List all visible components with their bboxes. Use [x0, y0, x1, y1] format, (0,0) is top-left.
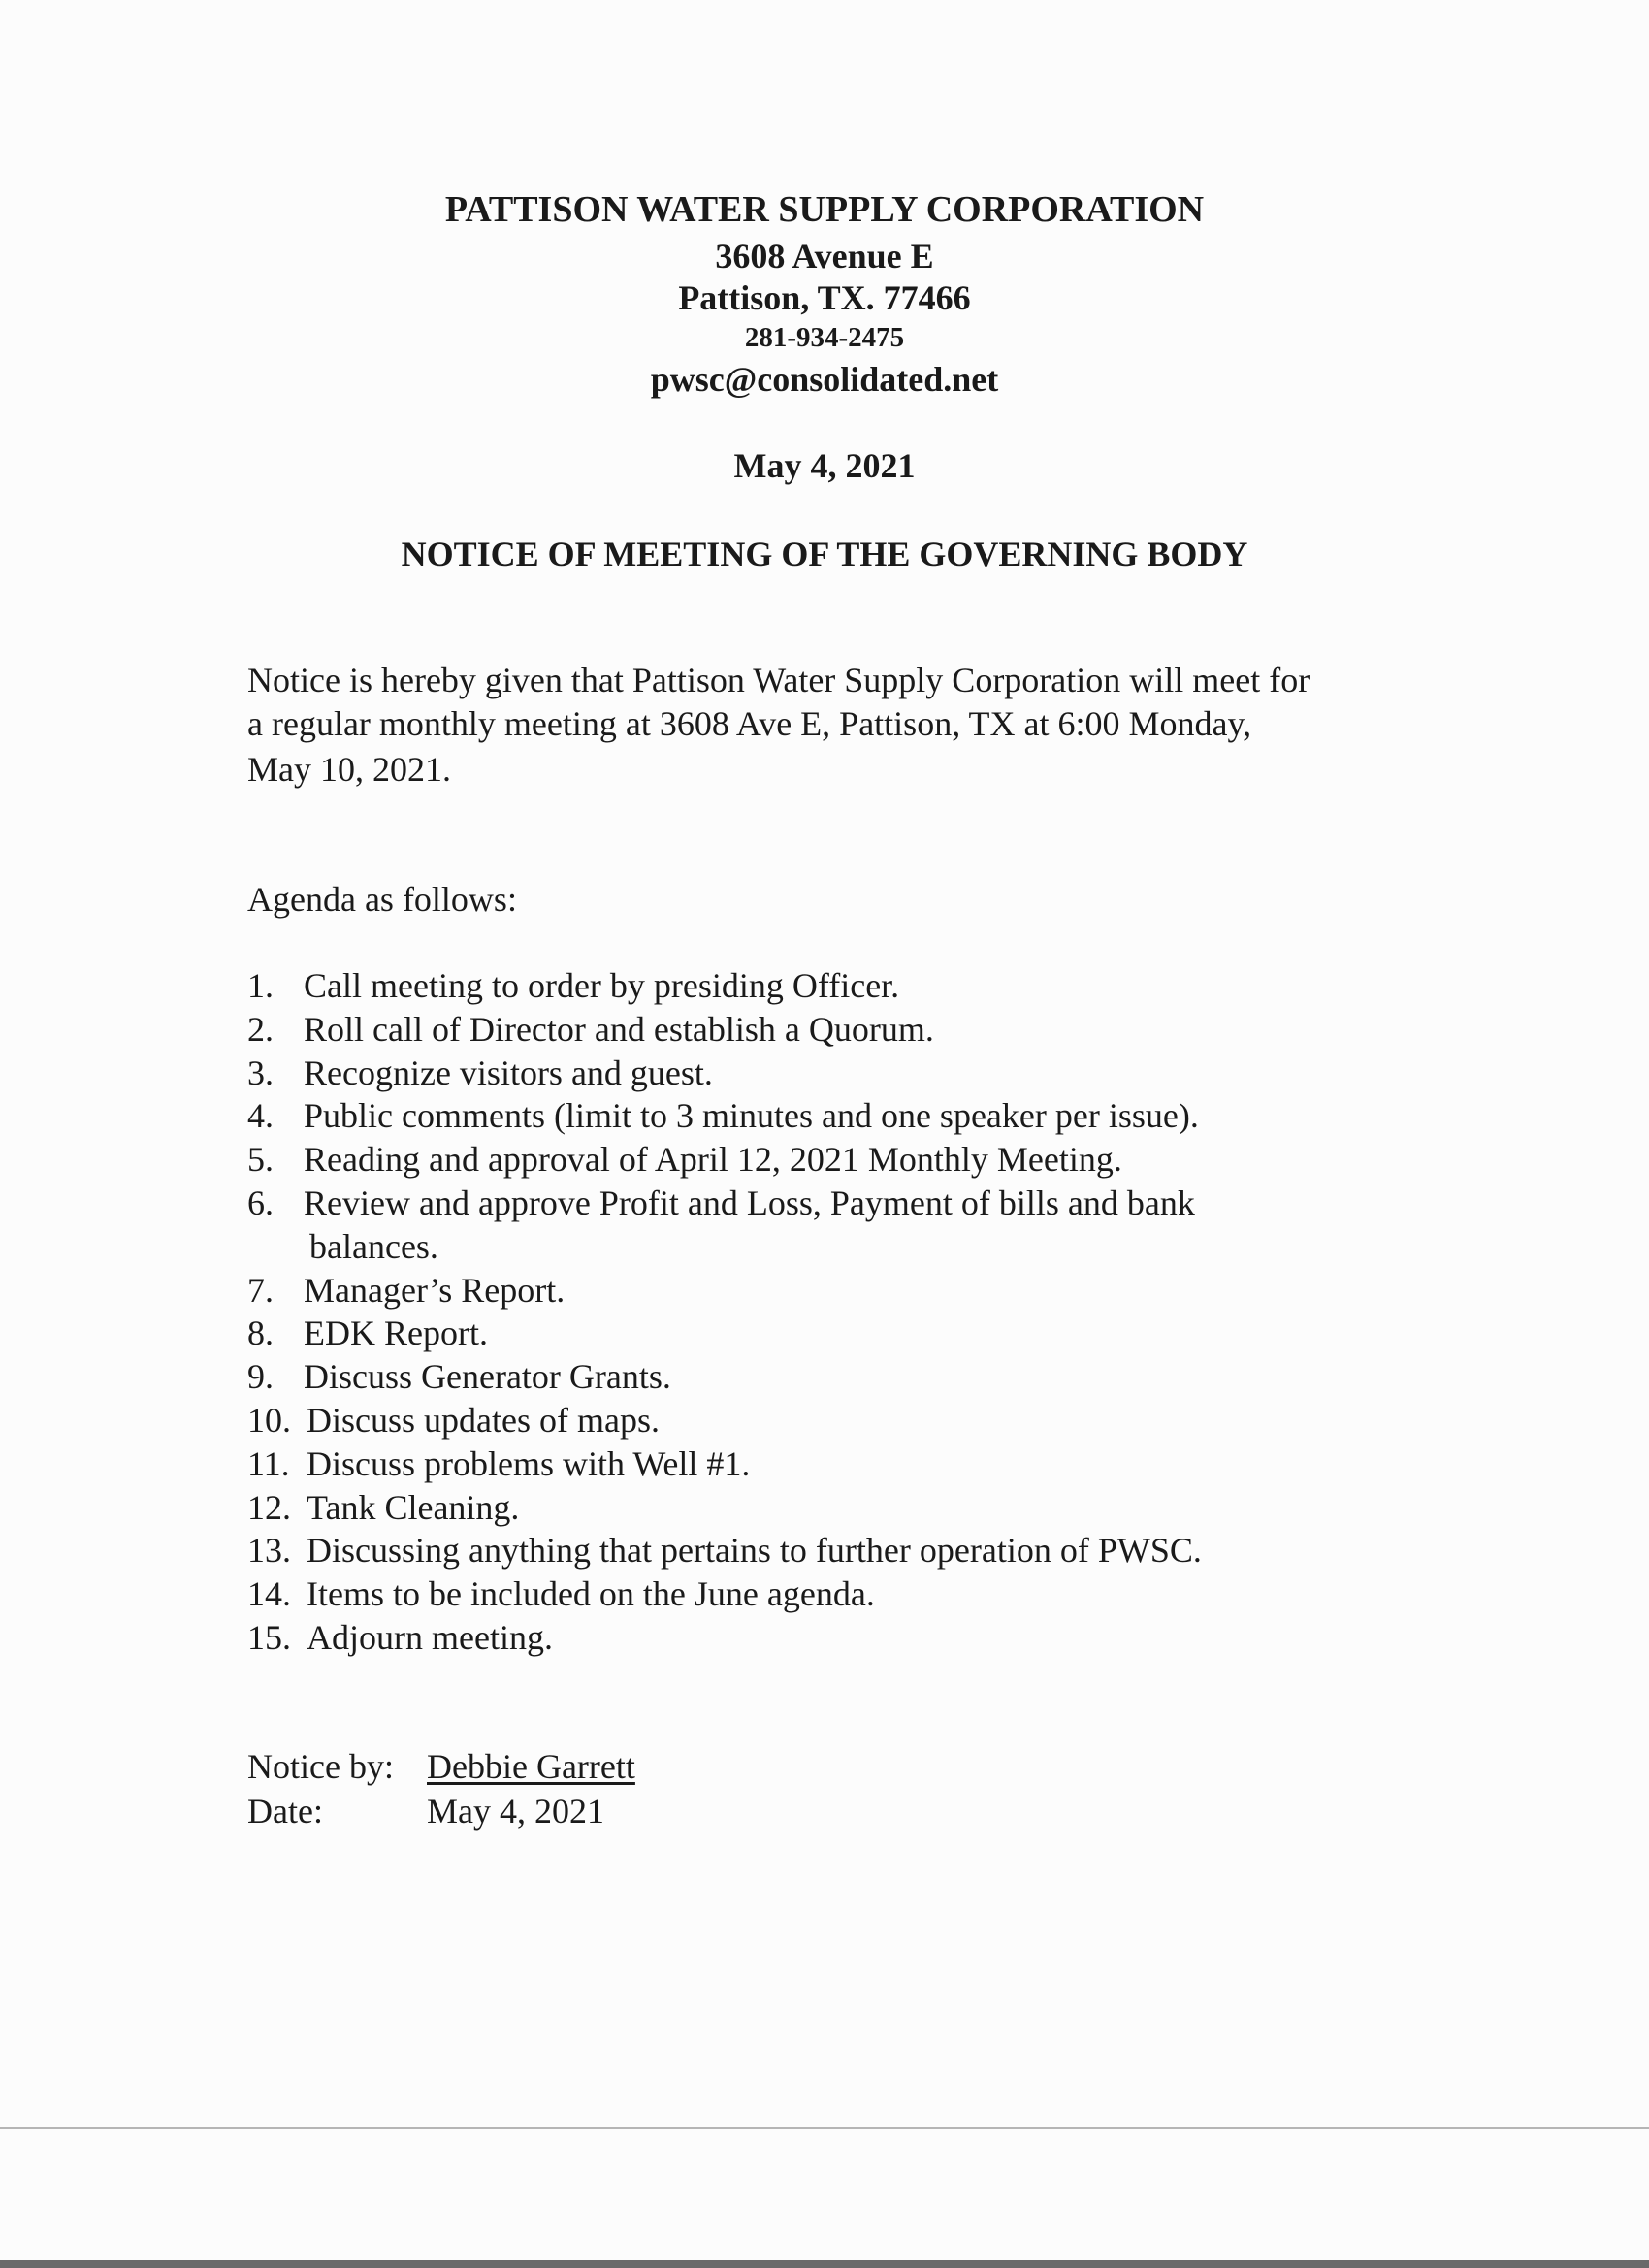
- agenda-item-number: 13.: [247, 1531, 291, 1571]
- agenda-item-text: EDK Report.: [304, 1313, 488, 1353]
- agenda-item-text: Tank Cleaning.: [307, 1487, 520, 1527]
- notice-by-row: [247, 1746, 635, 1787]
- footer-date-value: May 4, 2021: [427, 1792, 604, 1831]
- agenda-item: [247, 1008, 1202, 1052]
- notice-line-2: a regular monthly meeting at 3608 Ave E, Pattison, TX at 6:00 Monday,: [247, 704, 1252, 743]
- agenda-item: [247, 1269, 1202, 1312]
- agenda-list: [247, 964, 1202, 1660]
- organization-name: PATTISON WATER SUPPLY CORPORATION: [444, 189, 1205, 230]
- agenda-item-text: Reading and approval of April 12, 2021 Monthly Meeting.: [304, 1140, 1122, 1180]
- email-address: pwsc@consolidated.net: [650, 360, 999, 399]
- agenda-item-number: 2.: [247, 1009, 274, 1049]
- notice-line-3: May 10, 2021.: [247, 750, 451, 789]
- agenda-item: [247, 1529, 1202, 1572]
- agenda-item: [247, 1486, 1202, 1530]
- agenda-item-text: Recognize visitors and guest.: [304, 1053, 713, 1092]
- agenda-item-text: Call meeting to order by presiding Officer.: [304, 966, 900, 1005]
- street-address: 3608 Avenue E: [715, 237, 934, 275]
- agenda-item-number: 6.: [247, 1183, 274, 1222]
- agenda-item: [247, 1182, 1202, 1225]
- agenda-item-number: 11.: [247, 1443, 290, 1483]
- agenda-item-text: Items to be included on the June agenda.: [307, 1574, 875, 1614]
- agenda-item-text: Discuss updates of maps.: [307, 1400, 660, 1440]
- agenda-item-number: 1.: [247, 966, 274, 1005]
- agenda-item-number: 12.: [247, 1487, 291, 1527]
- agenda-item-continuation: balances.: [309, 1226, 438, 1266]
- agenda-item-text: Discussing anything that pertains to further operation of PWSC.: [307, 1531, 1202, 1571]
- agenda-item-number: 10.: [247, 1400, 291, 1440]
- agenda-item: [247, 1312, 1202, 1355]
- agenda-item-number: 8.: [247, 1313, 274, 1353]
- document-date: May 4, 2021: [733, 446, 916, 485]
- agenda-item: [247, 1399, 1202, 1442]
- scan-bottom-border: [0, 2260, 1649, 2268]
- notice-by-name: Debbie Garrett: [427, 1747, 635, 1786]
- agenda-item-number: 3.: [247, 1053, 274, 1092]
- phone-number: 281-934-2475: [744, 322, 905, 353]
- agenda-item: [247, 1572, 1202, 1616]
- city-state-zip: Pattison, TX. 77466: [678, 278, 971, 317]
- agenda-item: [247, 1138, 1202, 1182]
- agenda-item: [247, 1355, 1202, 1399]
- footer-date-row: [247, 1791, 604, 1831]
- agenda-item-text: Adjourn meeting.: [307, 1617, 553, 1657]
- document-title: NOTICE OF MEETING OF THE GOVERNING BODY: [401, 535, 1248, 573]
- agenda-item-text: Public comments (limit to 3 minutes and one speaker per issue).: [304, 1096, 1199, 1136]
- agenda-item-number: 7.: [247, 1270, 274, 1310]
- agenda-item-number: 4.: [247, 1096, 274, 1136]
- agenda-item-text: Manager’s Report.: [304, 1270, 566, 1310]
- agenda-item-text: Discuss Generator Grants.: [304, 1357, 671, 1397]
- agenda-item-number: 15.: [247, 1617, 291, 1657]
- agenda-item-text: Review and approve Profit and Loss, Payment of bills and bank: [304, 1183, 1195, 1222]
- agenda-item: [247, 1052, 1202, 1095]
- notice-by-label: Notice by:: [247, 1747, 394, 1786]
- footer-date-label: Date:: [247, 1792, 323, 1831]
- agenda-item-text: Discuss problems with Well #1.: [307, 1443, 751, 1483]
- agenda-item-number: 5.: [247, 1140, 274, 1180]
- agenda-item: [247, 1442, 1202, 1486]
- agenda-item-text: Roll call of Director and establish a Quorum.: [304, 1009, 934, 1049]
- agenda-item: [247, 1094, 1202, 1138]
- notice-line-1: Notice is hereby given that Pattison Water Supply Corporation will meet for: [247, 661, 1310, 699]
- agenda-item: [247, 964, 1202, 1008]
- agenda-heading: Agenda as follows:: [247, 880, 517, 919]
- agenda-item: [247, 1616, 1202, 1660]
- agenda-item-number: 9.: [247, 1357, 274, 1397]
- scan-edge-line: [0, 2127, 1649, 2129]
- agenda-item-number: 14.: [247, 1574, 291, 1614]
